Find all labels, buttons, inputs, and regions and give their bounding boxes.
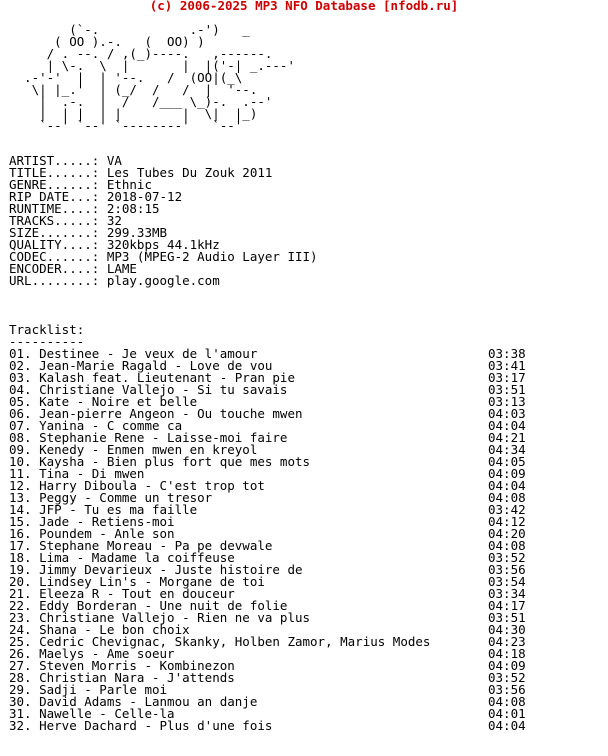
track-duration: 04:08 bbox=[488, 538, 526, 553]
track-title: 04. Christiane Vallejo - Si tu savais bbox=[9, 382, 288, 397]
info-line: TITLE......: Les Tubes Du Zouk 2011 bbox=[9, 165, 273, 180]
track-row bbox=[9, 720, 549, 732]
track-title: 11. Tina - Di mwen bbox=[9, 466, 145, 481]
track-duration: 04:01 bbox=[488, 706, 526, 721]
track-title: 31. Nawelle - Celle-la bbox=[9, 706, 175, 721]
track-duration: 03:38 bbox=[488, 346, 526, 361]
track-title: 07. Yanina - C comme ca bbox=[9, 418, 183, 433]
track-duration: 04:34 bbox=[488, 442, 526, 457]
track-duration: 03:52 bbox=[488, 550, 526, 565]
info-line: RUNTIME....: 2:08:15 bbox=[9, 201, 160, 216]
tracklist bbox=[9, 324, 549, 732]
track-duration: 03:41 bbox=[488, 358, 526, 373]
ascii-logo: (`-. .-') _ ( OO ).-. ( OO) ) / . --. / ,(_)----. ,------. | \-. \ | | |('-| _.---' .-'-' | | '--. / (OO|(_\ \| |_.' | (_/ / / | '--. | .-. | / /___ \_)-. .--' | | | | | | \| |_) `--' `--' `--------' `--' bbox=[24, 22, 295, 133]
track-duration: 03:54 bbox=[488, 574, 526, 589]
track-title: 12. Harry Diboula - C'est trop tot bbox=[9, 478, 265, 493]
track-duration: 04:12 bbox=[488, 514, 526, 529]
track-title: 26. Maelys - Ame soeur bbox=[9, 646, 175, 661]
track-duration: 04:21 bbox=[488, 430, 526, 445]
track-title: 30. David Adams - Lanmou an danje bbox=[9, 694, 258, 709]
track-title: 10. Kaysha - Bien plus fort que mes mots bbox=[9, 454, 311, 469]
release-info bbox=[9, 155, 318, 287]
track-title: 05. Kate - Noire et belle bbox=[9, 394, 198, 409]
info-line: CODEC......: MP3 (MPEG-2 Audio Layer III) bbox=[9, 249, 318, 264]
track-title: 15. Jade - Retiens-moi bbox=[9, 514, 175, 529]
track-title: 21. Eleeza R - Tout en douceur bbox=[9, 586, 235, 601]
track-title: 06. Jean-pierre Angeon - Ou touche mwen bbox=[9, 406, 303, 421]
info-line: RIP DATE...: 2018-07-12 bbox=[9, 189, 183, 204]
track-title: 09. Kenedy - Enmen mwen en kreyol bbox=[9, 442, 258, 457]
track-title: 13. Peggy - Comme un tresor bbox=[9, 490, 213, 505]
info-line: SIZE.......: 299.33MB bbox=[9, 225, 168, 240]
track-title: 25. Cedric Chevignac, Skanky, Holben Zamor, Marius Modes bbox=[9, 634, 431, 649]
track-rows bbox=[9, 348, 549, 732]
track-title: 22. Eddy Borderan - Une nuit de folie bbox=[9, 598, 288, 613]
track-duration: 04:30 bbox=[488, 622, 526, 637]
track-duration: 04:08 bbox=[488, 490, 526, 505]
tracklist-heading: Tracklist: bbox=[9, 322, 85, 337]
tracklist-rule: ---------- bbox=[9, 334, 85, 349]
info-line: ENCODER....: LAME bbox=[9, 261, 137, 276]
info-line: TRACKS.....: 32 bbox=[9, 213, 122, 228]
info-line: GENRE......: Ethnic bbox=[9, 177, 152, 192]
track-duration: 03:51 bbox=[488, 610, 526, 625]
track-title: 32. Herve Dachard - Plus d'une fois bbox=[9, 718, 273, 733]
track-duration: 04:05 bbox=[488, 454, 526, 469]
track-duration: 04:08 bbox=[488, 694, 526, 709]
track-title: 16. Poundem - Anle son bbox=[9, 526, 175, 541]
track-duration: 03:56 bbox=[488, 682, 526, 697]
track-duration: 04:17 bbox=[488, 598, 526, 613]
site-header: (c) 2006-2025 MP3 NFO Database [nfodb.ru] bbox=[149, 0, 459, 13]
track-duration: 03:56 bbox=[488, 562, 526, 577]
track-duration: 04:20 bbox=[488, 526, 526, 541]
info-line: URL........: play.google.com bbox=[9, 273, 220, 288]
track-duration: 04:04 bbox=[488, 418, 526, 433]
track-title: 03. Kalash feat. Lieutenant - Pran pie bbox=[9, 370, 295, 385]
track-title: 20. Lindsey Lin's - Morgane de toi bbox=[9, 574, 265, 589]
track-duration: 04:23 bbox=[488, 634, 526, 649]
track-duration: 04:18 bbox=[488, 646, 526, 661]
track-duration: 04:09 bbox=[488, 658, 526, 673]
track-title: 23. Christiane Vallejo - Rien ne va plus bbox=[9, 610, 311, 625]
track-duration: 04:09 bbox=[488, 466, 526, 481]
track-duration: 03:42 bbox=[488, 502, 526, 517]
track-title: 24. Shana - Le bon choix bbox=[9, 622, 190, 637]
track-duration: 03:52 bbox=[488, 670, 526, 685]
track-duration: 03:17 bbox=[488, 370, 526, 385]
track-title: 19. Jimmy Devarieux - Juste histoire de bbox=[9, 562, 303, 577]
track-title: 18. Lima - Madame la coiffeuse bbox=[9, 550, 235, 565]
track-title: 14. JFP - Tu es ma faille bbox=[9, 502, 198, 517]
track-duration: 04:04 bbox=[488, 478, 526, 493]
track-duration: 03:51 bbox=[488, 382, 526, 397]
track-duration: 03:13 bbox=[488, 394, 526, 409]
track-title: 02. Jean-Marie Ragald - Love de vou bbox=[9, 358, 273, 373]
track-title: 29. Sadji - Parle moi bbox=[9, 682, 168, 697]
track-duration: 03:34 bbox=[488, 586, 526, 601]
track-duration: 04:03 bbox=[488, 406, 526, 421]
info-line: QUALITY....: 320kbps 44.1kHz bbox=[9, 237, 220, 252]
track-title: 27. Steven Morris - Kombinezon bbox=[9, 658, 235, 673]
track-title: 28. Christian Nara - J'attends bbox=[9, 670, 235, 685]
track-title: 08. Stephanie Rene - Laisse-moi faire bbox=[9, 430, 288, 445]
track-duration: 04:04 bbox=[488, 718, 526, 733]
info-line: ARTIST.....: VA bbox=[9, 153, 122, 168]
track-title: 17. Stephane Moreau - Pa pe devwale bbox=[9, 538, 273, 553]
track-title: 01. Destinee - Je veux de l'amour bbox=[9, 346, 258, 361]
